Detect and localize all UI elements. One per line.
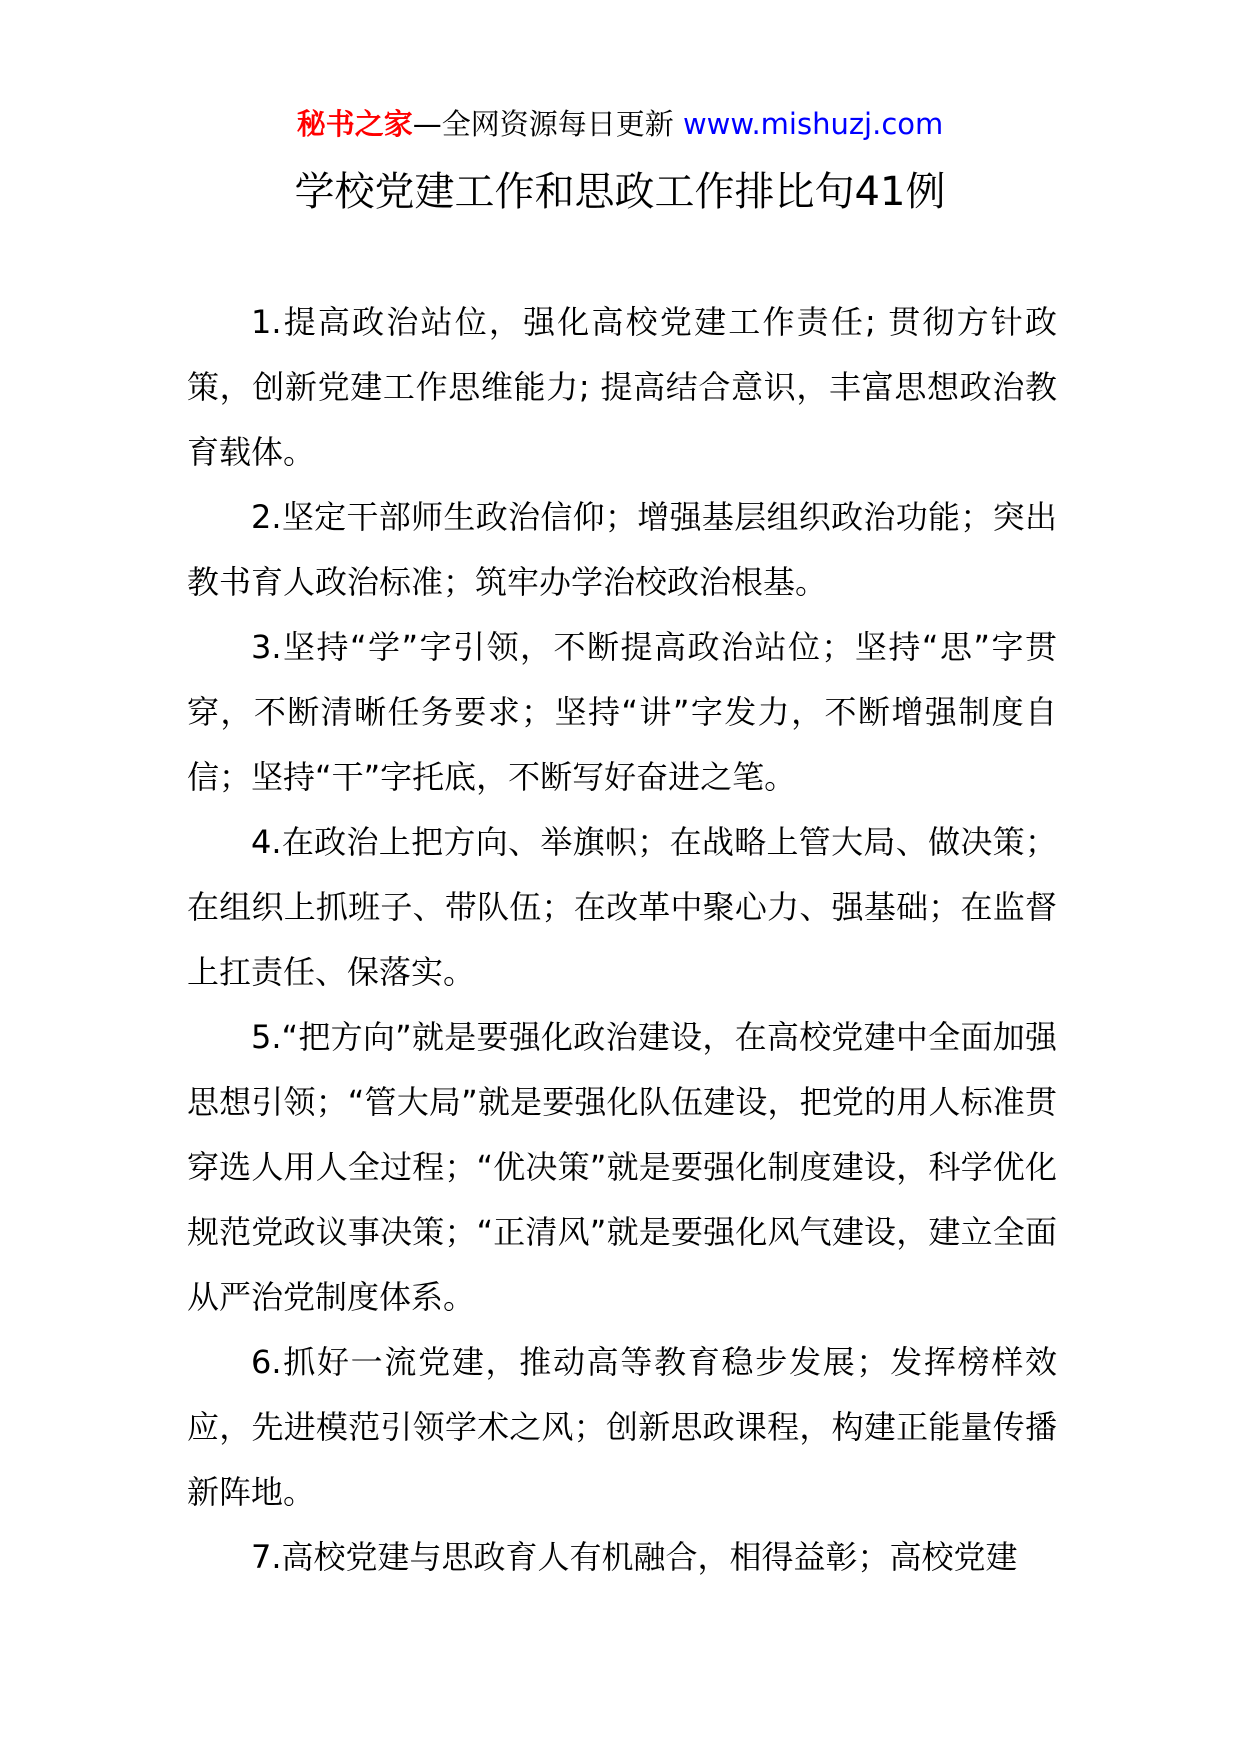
paragraph-6: 6.抓好一流党建，推动高等教育稳步发展；发挥榜样效应，先进模范引领学术之风；创新思政课程，构建正能量传播新阵地。 [187, 1343, 1057, 1511]
paragraph-7: 7.高校党建与思政育人有机融合，相得益彰；高校党建 [251, 1538, 1018, 1576]
document-body [187, 290, 1057, 1590]
site-header [0, 104, 1240, 144]
paragraph-2: 2.坚定干部师生政治信仰；增强基层组织政治功能；突出教书育人政治标准；筑牢办学治校政治根基。 [187, 498, 1057, 601]
header-slogan: —全网资源每日更新 [412, 107, 683, 141]
paragraph-4: 4.在政治上把方向、举旗帜；在战略上管大局、做决策；在组织上抓班子、带队伍；在改革中聚心力、强基础；在监督上扛责任、保落实。 [187, 823, 1057, 991]
paragraph-5: 5.“把方向”就是要强化政治建设，在高校党建中全面加强思想引领；“管大局”就是要强化队伍建设，把党的用人标准贯穿选人用人全过程；“优决策”就是要强化制度建设，科学优化规范党政议事决策；“正清风”就是要强化风气建设，建立全面从严治党制度体系。 [187, 1018, 1057, 1316]
paragraph-3: 3.坚持“学”字引领，不断提高政治站位；坚持“思”字贯穿，不断清晰任务要求；坚持“讲”字发力，不断增强制度自信；坚持“干”字托底，不断写好奋进之笔。 [187, 628, 1057, 796]
paragraph-1: 1.提高政治站位，强化高校党建工作责任; 贯彻方针政策，创新党建工作思维能力; 提高结合意识，丰富思想政治教育载体。 [187, 303, 1057, 471]
brand-name: 秘书之家 [296, 107, 413, 141]
document-title: 学校党建工作和思政工作排比句41例 [294, 169, 946, 215]
site-url-link[interactable]: www.mishuzj.com [682, 107, 944, 141]
